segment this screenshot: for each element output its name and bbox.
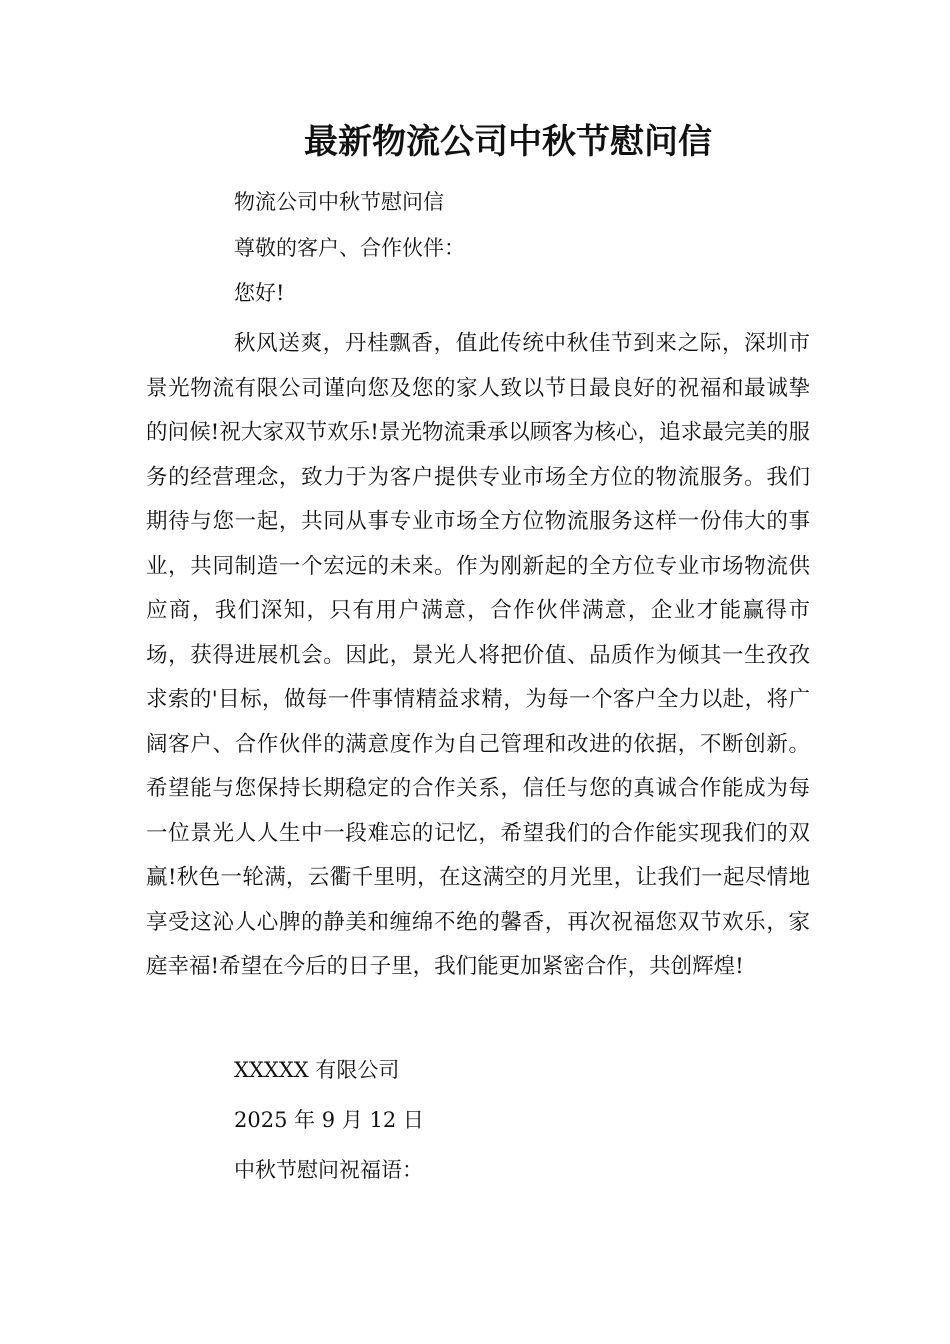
closing-heading: 中秋节慰问祝福语： [234,1158,423,1182]
greeting: 您好! [234,281,285,305]
signature: XXXXX 有限公司 [234,1058,400,1082]
salutation: 尊敬的客户、合作伙伴： [234,236,465,260]
letter-body: 秋风送爽，丹桂飘香，值此传统中秋佳节到来之际，深圳市景光物流有限公司谨向您及您的家人致以节日最良好的祝福和最诚挚的问候!祝大家双节欢乐!景光物流秉承以顾客为核心，追求最完美的服务的经营理念，致力于为客户提供专业市场全方位的物流服务。我们期待与您一起，共同从事专业市场全方位物流服务这样一份伟大的事业，共同制造一个宏远的未来。作为刚新起的全方位专业市场物流供应商，我们深知，只有用户满意，合作伙伴满意，企业才能赢得市场，获得进展机会。因此，景光人将把价值、品质作为倾其一生孜孜求索的'目标，做每一件事情精益求精，为每一个客户全力以赴，将广阔客户、合作伙伴的满意度作为自己管理和改进的依据，不断创新。希望能与您保持长期稳定的合作关系，信任与您的真诚合作能成为每一位景光人人生中一段难忘的记忆，希望我们的合作能实现我们的双赢!秋色一轮满，云衢千里明，在这满空的月光里，让我们一起尽情地享受这沁人心脾的静美和缠绵不绝的馨香，再次祝福您双节欢乐，家庭幸福!希望在今后的日子里，我们能更加紧密合作，共创辉煌! [146,331,810,979]
document-title: 最新物流公司中秋节慰问信 [304,122,712,162]
letter-date: 2025 年 9 月 12 日 [234,1108,424,1132]
document-subtitle: 物流公司中秋节慰问信 [234,190,444,214]
